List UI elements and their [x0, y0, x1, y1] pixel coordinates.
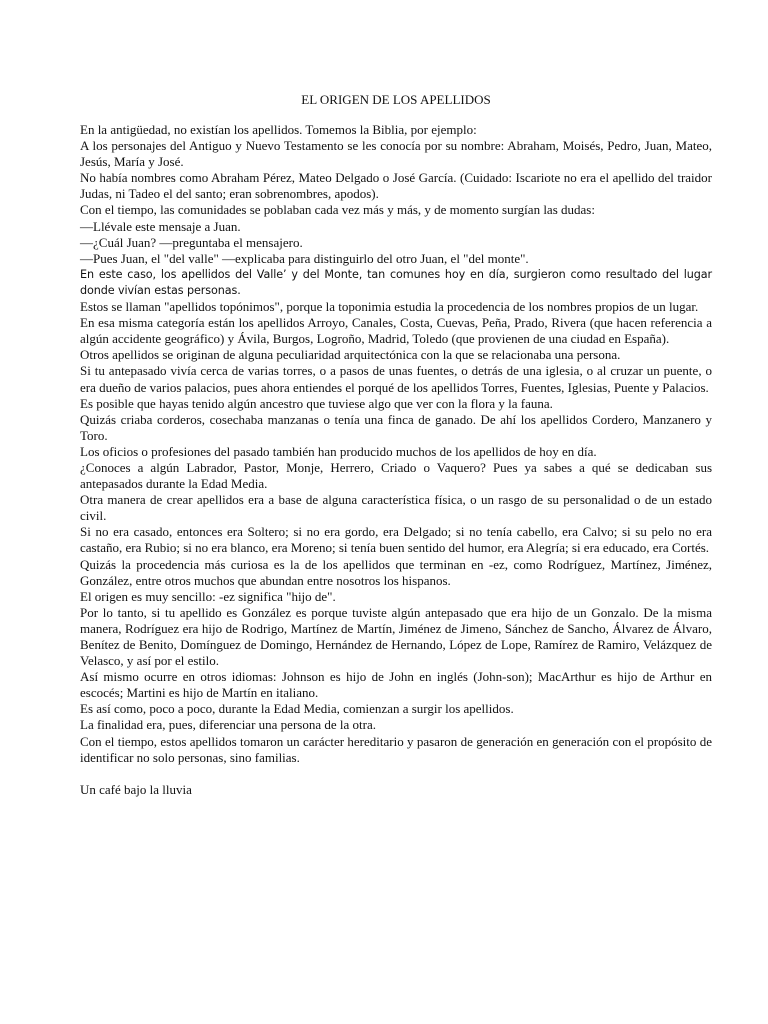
paragraph: Otra manera de crear apellidos era a base de alguna característica física, o un rasgo de su personalidad o de un estado civil. [80, 492, 712, 524]
paragraph: Es así como, poco a poco, durante la Edad Media, comienzan a surgir los apellidos. [80, 701, 514, 717]
dialogue-line: —¿Cuál Juan? —preguntaba el mensajero. [80, 234, 303, 250]
paragraph: Es posible que hayas tenido algún ancestro que tuviese algo que ver con la flora y la fauna. [80, 395, 553, 411]
document-body [80, 122, 712, 766]
document-page [80, 92, 712, 798]
paragraph: La finalidad era, pues, diferenciar una persona de la otra. [80, 717, 376, 733]
paragraph: Si no era casado, entonces era Soltero; si no era gordo, era Delgado; si no tenía cabello, era Calvo; si su pelo no era castaño, era Rubio; si no era blanco, era Moreno; si tenía buen sentido del humor, era Alegría; si era educado, era Cortés. [80, 524, 712, 556]
paragraph: Con el tiempo, las comunidades se poblaban cada vez más y más, y de momento surgían las dudas: [80, 202, 595, 218]
paragraph: Estos se llaman "apellidos topónimos", porque la toponimia estudia la procedencia de los nombres propios de un lugar. [80, 299, 699, 315]
blank-line [80, 766, 712, 782]
paragraph: Así mismo ocurre en otros idiomas: Johnson es hijo de John en inglés (John-son); MacArthur es hijo de Arthur en escocés; Martini es hijo de Martín en italiano. [80, 669, 712, 701]
paragraph: No había nombres como Abraham Pérez, Mateo Delgado o José García. (Cuidado: Iscariote no era el apellido del traidor Judas, ni Tadeo el del santo; eran sobrenombres, apodos). [80, 170, 712, 202]
dialogue-line: —Llévale este mensaje a Juan. [80, 218, 241, 234]
paragraph: En esa misma categoría están los apellidos Arroyo, Canales, Costa, Cuevas, Peña, Prado, Rivera (que hacen referencia a algún accidente geográfico) y Ávila, Burgos, Logroño, Madrid, Toledo (que provienen de una ciudad en España). [80, 315, 712, 347]
paragraph: Si tu antepasado vivía cerca de varias torres, o a pasos de unas fuentes, o detrás de una iglesia, o al cruzar un puente, o era dueño de varios palacios, pues ahora entiendes el porqué de los apellidos Torres, Fuentes, Iglesias, Puente y Palacios. [80, 363, 712, 395]
document-title: EL ORIGEN DE LOS APELLIDOS [301, 92, 491, 107]
paragraph: Con el tiempo, estos apellidos tomaron un carácter hereditario y pasaron de generación en generación con el propósito de identificar no solo personas, sino familias. [80, 733, 712, 765]
dialogue-line: —Pues Juan, el "del valle" —explicaba para distinguirlo del otro Juan, el "del monte". [80, 250, 529, 266]
paragraph: En la antigüedad, no existían los apellidos. Tomemos la Biblia, por ejemplo: [80, 122, 477, 137]
closing-line: Un café bajo la lluvia [80, 781, 192, 797]
paragraph: Los oficios o profesiones del pasado también han producido muchos de los apellidos de hoy en día. [80, 443, 597, 459]
paragraph: En este caso, los apellidos del Valle’ y del Monte, tan comunes hoy en día, surgieron como resultado del lugar donde vivían estas personas. [80, 267, 712, 297]
paragraph: Por lo tanto, si tu apellido es González es porque tuviste algún antepasado que era hijo de un Gonzalo. De la misma manera, Rodríguez era hijo de Rodrigo, Martínez de Martín, Jiménez de Jimeno, Sánchez de Sancho, Álvarez de Álvaro, Benítez de Benito, Domínguez de Domingo, Hernández de Hernando, López de Lope, Ramírez de Ramiro, Velázquez de Velasco, y así por el estilo. [80, 604, 712, 669]
paragraph: A los personajes del Antiguo y Nuevo Testamento se les conocía por su nombre: Abraham, Moisés, Pedro, Juan, Mateo, Jesús, María y José. [80, 138, 712, 170]
paragraph: Quizás criaba corderos, cosechaba manzanas o tenía una finca de ganado. De ahí los apellidos Cordero, Manzanero y Toro. [80, 411, 712, 443]
paragraph: El origen es muy sencillo: -ez significa "hijo de". [80, 588, 336, 604]
paragraph: Otros apellidos se originan de alguna peculiaridad arquitectónica con la que se relacionaba una persona. [80, 347, 621, 363]
paragraph: ¿Conoces a algún Labrador, Pastor, Monje, Herrero, Criado o Vaquero? Pues ya sabes a qué se dedicaban sus antepasados durante la Edad Media. [80, 459, 712, 492]
paragraph: Quizás la procedencia más curiosa es la de los apellidos que terminan en -ez, como Rodríguez, Martínez, Jiménez, González, entre otros muchos que abundan entre nosotros los hispanos. [80, 556, 712, 588]
